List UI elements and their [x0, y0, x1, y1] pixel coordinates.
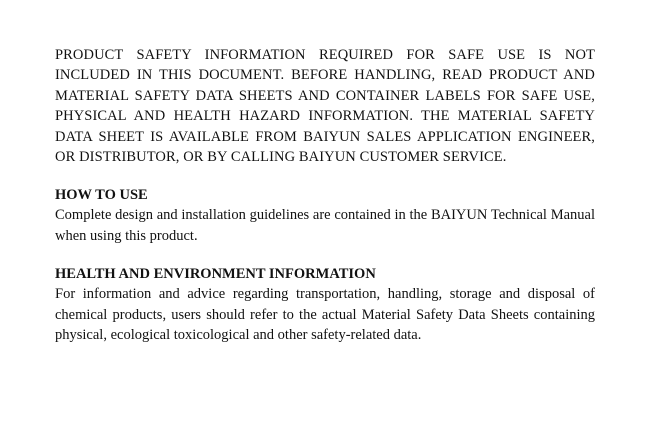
- health-environment-heading: HEALTH AND ENVIRONMENT INFORMATION: [55, 266, 376, 283]
- document-page: [55, 45, 595, 345]
- health-environment-section: [55, 264, 595, 345]
- how-to-use-heading: HOW TO USE: [55, 187, 148, 204]
- how-to-use-section: [55, 185, 595, 246]
- how-to-use-text: Complete design and installation guidelines are contained in the BAIYUN Technical Manual when using this product.: [55, 207, 595, 244]
- safety-notice-paragraph: PRODUCT SAFETY INFORMATION REQUIRED FOR SAFE USE IS NOT INCLUDED IN THIS DOCUMENT. BEFORE HANDLING, READ PRODUCT AND MATERIAL SAFETY DATA SHEETS AND CONTAINER LABELS FOR SAFE USE, PHYSICAL AND HEALTH HAZARD INFORMATION. THE MATERIAL SAFETY DATA SHEET IS AVAILABLE FROM BAIYUN SALES APPLICATION ENGINEER, OR DISTRIBUTOR, OR BY CALLING BAIYUN CUSTOMER SERVICE.: [55, 47, 595, 166]
- health-environment-text: For information and advice regarding transportation, handling, storage and disposal of chemical products, users should refer to the actual Material Safety Data Sheets containing physical, ecological toxicological and other safety-related data.: [55, 286, 595, 344]
